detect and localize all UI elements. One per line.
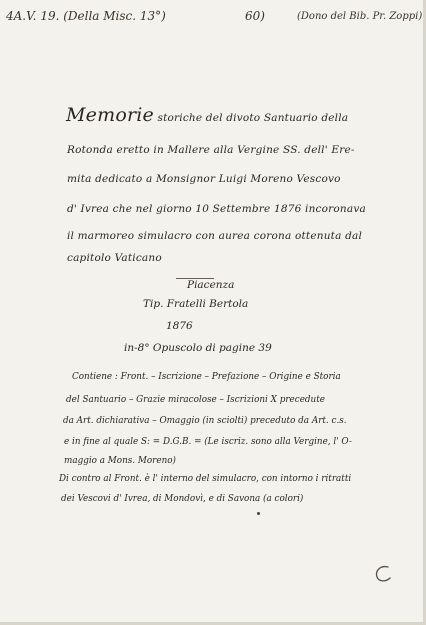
imprint-year: 1876 — [166, 320, 193, 332]
title-line-4: d' Ivrea che nel giorno 10 Settembre 1876 incoronava — [67, 203, 366, 215]
pencil-mark-icon — [372, 563, 394, 585]
contents-line-7: dei Vescovi d' Ivrea, di Mondovì, e di Savona (a colori) — [61, 494, 304, 504]
imprint-printer: Tip. Fratelli Bertola — [143, 298, 249, 310]
title-line-3: mita dedicato a Monsignor Luigi Moreno Vescovo — [67, 173, 341, 185]
contents-line-2: del Santuario – Grazie miracolose – Iscrizioni X precedute — [66, 395, 325, 405]
title-line-1-rest: storiche del divoto Santuario della — [153, 112, 349, 124]
title-first-word: Memorie — [66, 104, 154, 126]
title-line-6: capitolo Vaticano — [67, 252, 162, 264]
shelfmark: 4A.V. 19. (Della Misc. 13°) — [6, 9, 166, 23]
title-line-1 — [66, 104, 348, 126]
title-line-5: il marmoreo simulacro con aurea corona ottenuta dal — [67, 230, 363, 242]
donation-note: (Dono del Bib. Pr. Zoppi) — [297, 11, 423, 22]
imprint-place: Piacenza — [187, 279, 235, 291]
item-number: 60) — [245, 9, 265, 23]
contents-line-4: e in fine al quale S: = D.G.B. = (Le iscriz. sono alla Vergine, l' O- — [64, 437, 352, 447]
format-line: in-8° Opuscolo di pagine 39 — [124, 342, 272, 354]
contents-line-3: da Art. dichiarativa – Omaggio (in sciolti) preceduto da Art. c.s. — [63, 416, 347, 426]
contents-line-6: Di contro al Front. è l' interno del simulacro, con intorno i ritratti — [59, 474, 352, 484]
ink-dot — [257, 512, 260, 515]
contents-line-5: maggio a Mons. Moreno) — [64, 456, 176, 466]
contents-line-1: Contiene : Front. – Iscrizione – Prefazione – Origine e Storia — [72, 372, 341, 382]
title-line-2: Rotonda eretto in Mallere alla Vergine SS. dell' Ere- — [67, 144, 355, 156]
